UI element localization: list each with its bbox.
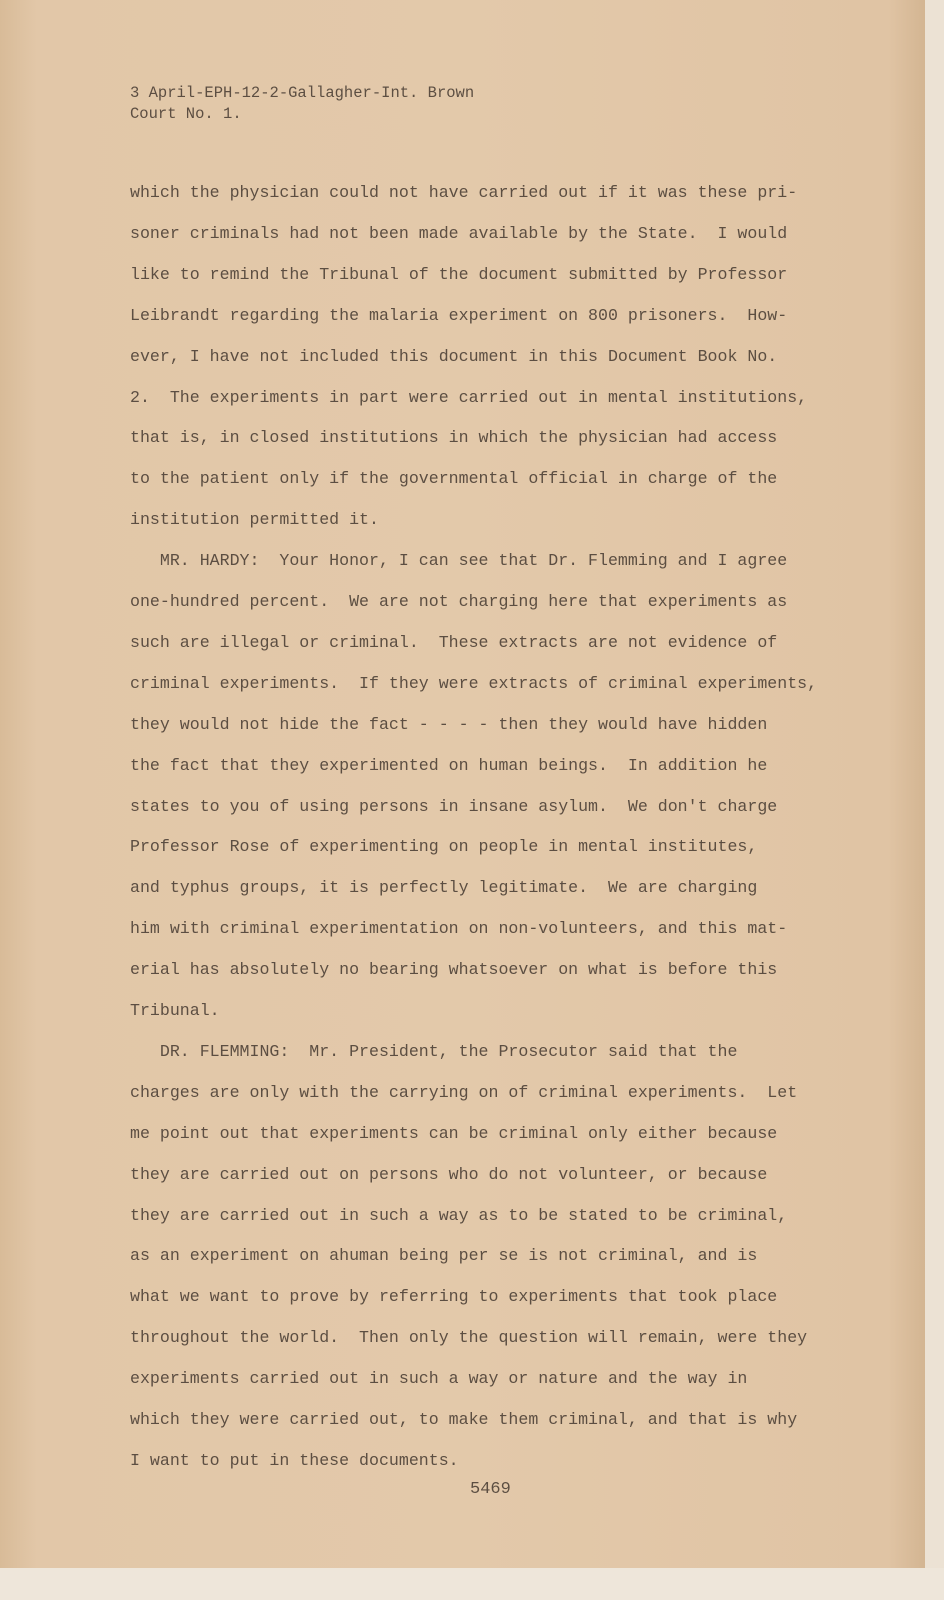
page-bottom-margin xyxy=(0,1568,944,1600)
header-session-line: 3 April-EPH-12-2-Gallagher-Int. Brown xyxy=(130,84,475,102)
transcript-line: that is, in closed institutions in which the physician had access xyxy=(130,428,778,448)
transcript-line: 2. The experiments in part were carried out in mental institutions, xyxy=(130,387,808,407)
transcript-line: ever, I have not included this document in this Document Book No. xyxy=(130,346,778,366)
page-number: 5469 xyxy=(470,1480,511,1499)
header-court-line: Court No. 1. xyxy=(130,105,242,123)
transcript-line: like to remind the Tribunal of the document submitted by Professor xyxy=(130,264,788,284)
transcript-line: Tribunal. xyxy=(130,1001,220,1020)
transcript-line: they would not hide the fact - - - - then they would have hidden xyxy=(130,714,768,734)
transcript-line: him with criminal experimentation on non-volunteers, and this mat- xyxy=(130,919,788,939)
transcript-line: DR. FLEMMING: Mr. President, the Prosecutor said that the xyxy=(130,1041,738,1061)
transcript-line: MR. HARDY: Your Honor, I can see that Dr. Flemming and I agree xyxy=(130,551,788,571)
transcript-line: which they were carried out, to make them criminal, and that is why xyxy=(130,1410,798,1429)
transcript-line: to the patient only if the governmental official in charge of the xyxy=(130,469,778,489)
transcript-line: and typhus groups, it is perfectly legitimate. We are charging xyxy=(130,878,758,898)
transcript-line: the fact that they experimented on human beings. In addition he xyxy=(130,755,768,775)
transcript-line: one-hundred percent. We are not charging here that experiments as xyxy=(130,592,788,611)
transcript-line: experiments carried out in such a way or nature and the way in xyxy=(130,1369,748,1389)
transcript-line: what we want to prove by referring to experiments that took place xyxy=(130,1287,778,1307)
transcript-line: as an experiment on ahuman being per se is not criminal, and is xyxy=(130,1246,758,1266)
transcript-line: charges are only with the carrying on of criminal experiments. Let xyxy=(130,1082,798,1102)
transcript-line: such are illegal or criminal. These extracts are not evidence of xyxy=(130,632,778,652)
transcript-line: criminal experiments. If they were extracts of criminal experiments, xyxy=(130,673,818,693)
transcript-line: throughout the world. Then only the question will remain, were they xyxy=(130,1328,808,1348)
transcript-line: erial has absolutely no bearing whatsoever on what is before this xyxy=(130,960,778,980)
transcript-line: states to you of using persons in insane asylum. We don't charge xyxy=(130,796,778,816)
transcript-line: which the physician could not have carried out if it was these pri- xyxy=(130,183,798,202)
transcript-line: I want to put in these documents. xyxy=(130,1450,459,1470)
transcript-line: they are carried out on persons who do not volunteer, or because xyxy=(130,1164,768,1184)
transcript-line: Professor Rose of experimenting on people in mental institutes, xyxy=(130,837,758,857)
transcript-line: Leibrandt regarding the malaria experiment on 800 prisoners. How- xyxy=(130,305,788,325)
transcript-line: institution permitted it. xyxy=(130,510,379,530)
transcript-line: me point out that experiments can be criminal only either because xyxy=(130,1123,778,1143)
transcript-line: they are carried out in such a way as to be stated to be criminal, xyxy=(130,1205,788,1225)
transcript-line: soner criminals had not been made available by the State. I would xyxy=(130,223,788,243)
page-edge xyxy=(925,0,944,1600)
